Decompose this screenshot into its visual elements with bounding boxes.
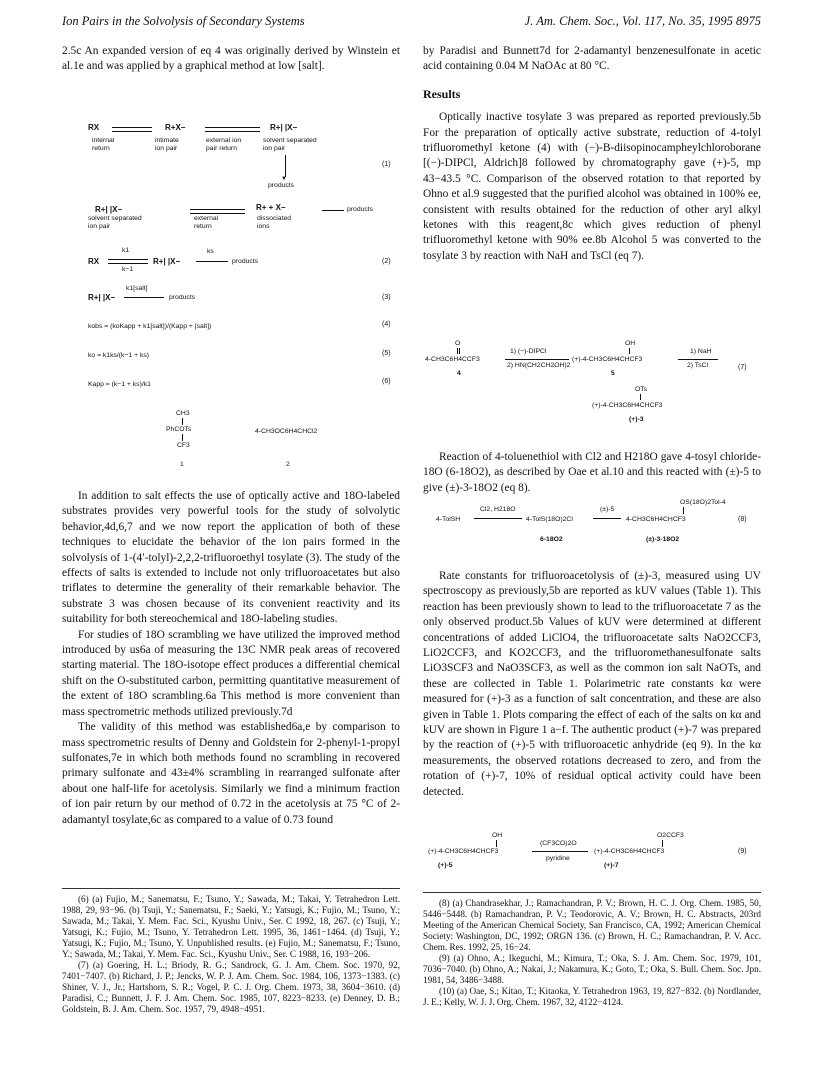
label-ion-pair: ion pair [155,145,178,152]
label-pair-return: pair return [206,145,237,152]
label-solvent-separated: solvent separated [88,215,142,222]
eq9-product: (+)-4-CH3C6H4CHCF3 [594,848,665,855]
eq5-text: ko = k1ks/(k−1 + ks) [88,352,150,359]
right-column-mid [423,450,761,496]
eq9-trifluoroacetate: O2CCF3 [657,832,684,839]
eq7-reagent-2: 2) HN(CH2CH2OH)2 [507,362,571,369]
eq-number-7: (7) [738,364,747,371]
scheme-free-ions: R+ + X− [256,203,286,212]
eq7-oh: OH [625,340,636,347]
compound-2-number: 2 [286,461,290,468]
eq7-o: O [455,340,461,347]
label-external-ion: external ion [206,137,242,144]
eq7-alcohol: (+)-4-CH3C6H4CHCF3 [572,356,643,363]
eq-number-8: (8) [738,516,747,523]
scheme-rx: RX [88,123,100,132]
left-intro-paragraph: 2.5c An expanded version of eq 4 was originally derived by Winstein et al.1e and was applied by a graphical method at low [salt]. [62,45,400,73]
right-paragraph-3: Rate constants for trifluoroacetolysis of (±)-3, measured using UV spectroscopy as previously,5b are reported as kUV values (Table 1). This reaction has been previously shown to lead to the trifluoroacetate 7 as the only observed product.5b Values of kUV were determined at different concentrations of added LiClO4, the trifluoroacetate salts NaO2CCF3, LiO2CCF3, and KO2CCF3, and the trifluoromethanesulfonate salts LiO3SCF3 and NaO3SCF3, as well as the common ion salt NaOTs, and these are collected in Table 1. Polarimetric rate constants kα were measured for (+)-3 as a function of salt concentration, and these are also given in Table 1. Plots comparing the effect of each of the salts on kα and kUV are shown in Figure 1 a−f. The authentic product (+)-7 was prepared by the reaction of (+)-5 with trifluoroacetic anhydride (eq 9). In the kα measurements, the observed rotations decreased to zero, and from the rotation of (+)-7, 10% of residual optical activity could have been detected. [423,570,761,798]
eq2-k1: k1 [122,247,130,254]
compound-5-number: 5 [611,370,615,377]
cmpd1-phcots: PhCOTs [166,426,192,433]
arrow [505,359,569,360]
footnote-9: (9) (a) Ohno, A.; Ikeguchi, M.; Kimura, T.; Oka, S. J. Am. Chem. Soc. 1979, 101, 7036−7040. (b) Ohno, A.; Nakai, J.; Nakamura, K.; Goto, T.; Oka, S. Bull. Chem. Soc. Jpn. 1981, 54, 3486−3488. [423,953,761,985]
label-dissociated: dissociated [257,215,292,222]
arrow [532,851,588,852]
running-head-right: J. Am. Chem. Soc., Vol. 117, No. 35, 1995 8975 [524,14,761,28]
eq-arrow [108,259,148,260]
right-intro-paragraph: by Paradisi and Bunnett7d for 2-adamantyl benzenesulfonate in acetic acid containing 0.04 M NaOAc at 80 °C. [423,45,761,73]
eq8-reagent-2: (±)-5 [600,506,615,513]
left-footnotes [62,894,400,1015]
eq2-ion-pair: R+| |X− [153,257,181,266]
eq-number-5: (5) [382,350,391,357]
eq8-start: 4-TolSH [436,516,461,523]
eq2-ks: ks [207,248,214,255]
left-column [62,44,400,75]
left-paragraph-1: In addition to salt effects the use of optically active and 18O-labeled substrates provides very powerful tools for the study of solvolytic behavior,4d,6,7 and we now report the application of both of these techniques to elucidate the behavior of the ion pairs formed in the solvolysis of 1-(4′-tolyl)-2,2,2-trifluoroethyl tosylate (3). The study of the effects of salts is extended to include not only trifluoroacetates but also triflates to determine the generality of their remarkable behavior. The substrate 3 was chosen because of its convenient reactivity and its suitability for both stereochemical and 18O-labeling studies. [62,490,400,626]
eq-number-6: (6) [382,378,391,385]
eq7-product: (+)-4-CH3C6H4CHCF3 [592,402,663,409]
running-head-left: Ion Pairs in the Solvolysis of Secondary Systems [62,14,305,28]
scheme-intimate-pair: R+X− [165,123,186,132]
eq2-k-1: k−1 [122,266,134,273]
eq2-rx: RX [88,257,100,266]
label-intimate: intimate [155,137,179,144]
eq-number-9: (9) [738,848,747,855]
eq4-text: kobs = (koKapp + k1[salt])/(Kapp + [salt]) [88,323,212,330]
eq8-reagent-1: Cl2, H218O [480,506,516,513]
right-footnotes [423,898,761,1008]
arrow [678,359,718,360]
scheme-products-1: products [268,182,295,189]
eq-arrow [112,127,152,128]
label-ion-pair: ion pair [88,223,111,230]
eq8-label-6: 6-18O2 [540,536,563,543]
compound-1-number: 1 [180,461,184,468]
eq6-text: Kapp = (k−1 + ks)/k1 [88,381,151,388]
eq9-reagent-2: pyridine [546,855,570,862]
arrow [124,297,164,298]
label-ion-pair: ion pair [263,145,286,152]
eq7-reagent-1: 1) (−)-DIPCl [510,348,547,355]
eq8-product: 4-CH3C6H4CHCF3 [626,516,686,523]
eq9-start: (+)-4-CH3C6H4CHCF3 [428,848,499,855]
left-paragraph-3: The validity of this method was established6a,e by comparison to mass spectrometric results of Denny and Goldstein for 2-phenyl-1-propyl sulfonates,7e in which both methods found no scrambling in recovered primary sulfonate and 43±4% scrambling in rearranged sulfonate after about one half-life for acetolysis. Similarly we find a minimum fraction of ion pair return by our method of 0.72 in the acetolysis at 75 °C of 2-adamantyl tosylate,6c as compared to a value of 0.73 found [62,721,400,826]
scheme-separated-pair: R+| |X− [270,123,298,132]
cmpd1-ch3: CH3 [176,410,190,417]
eq3-ion-pair: R+| |X− [88,293,116,302]
eq-arrow [190,213,245,214]
eq-arrow [205,131,260,132]
eq-arrow [205,127,260,128]
arrow [593,518,621,519]
compound-4-number: 4 [457,370,461,377]
section-heading-results: Results [423,86,461,101]
eq2-products: products [232,258,259,265]
compound-2-formula: 4-CH3OC6H4CHCl2 [255,428,318,435]
eq7-ketone: 4-CH3C6H4CCF3 [425,356,480,363]
scheme-separated-pair-2: R+| |X− [95,205,123,214]
eq9-oh: OH [492,832,503,839]
eq-arrow [190,209,245,210]
footnote-7: (7) (a) Goering, H. L.; Briody, R. G.; Sandrock, G. J. Am. Chem. Soc. 1970, 92, 7401−7407. (b) Richard, J. P.; Jencks, W. P. J. Am. Chem. Soc. 1984, 106, 1373−1383. (c) Shiner, V. J., Jr.; Hartshorn, S. R.; Vogel, P. C. J. Org. Chem. 1973, 38, 3604−3610. (d) Paradisi, C.; Bunnett, J. F. J. Am. Chem. Soc. 1985, 107, 8223−8233. (e) Denney, D. B.; Goldstein, B. J. Am. Chem. Soc. 1957, 79, 4948−4951. [62,960,400,1014]
right-paragraph-1: Optically inactive tosylate 3 was prepared as reported previously.5b For the preparation of optically active substrate, reduction of 4-tolyl trifluoromethyl ketone (4) with (−)-B-diisopinocampheylchloroborane [(−)-DIPCl, Aldrich]8 followed by chromatography gave (+)-5, mp 43−43.5 °C. Comparison of the observed rotation to that reported by Ohno et al.9 suggested that the purified alcohol was obtained in 100% ee, consistent with results obtained for the reduction of other aryl alkyl ketones with this reagent,8c which gives reduction of phenyl trifluoromethyl ketone with 90% ee.8b Alcohol 5 was converted to the tosylate 3 by reaction with NaH and TsCl (eq 7). [423,111,761,262]
eq9-reagent-1: (CF3CO)2O [540,840,577,847]
scheme-products-2: products [347,206,374,213]
arrow [196,261,228,262]
eq9-label-5: (+)-5 [438,862,453,869]
right-paragraph-2: Reaction of 4-toluenethiol with Cl2 and H218O gave 4-tosyl chloride-18O (6-18O2), as described by Oae et al.10 and this reacted with (±)-5 to give (±)-3-18O2 (eq 8). [423,451,761,494]
footnote-10: (10) (a) Oae, S.; Kitao, T.; Kitaoka, Y. Tetrahedron 1963, 19, 827−832. (b) Nordlander, J. E.; Kelly, W. J. J. Org. Chem. 1967, 32, 4122−4124. [423,986,761,1007]
footnote-6: (6) (a) Fujio, M.; Sanematsu, F.; Tsuno, Y.; Sawada, M.; Takai, Y. Tetrahedron Lett. 1988, 29, 93−96. (b) Tsuji, Y.; Sanematsu, F.; Saeki, Y.; Yatsugi, K.; Fujio, M.; Tsuno, Y.; Sawada, M.; Takai, Y. Mem. Fac. Sci., Kyushu Univ., Ser. C 1992, 18, 267. (c) Tsuji, Y.; Yatsugi, K.; Fujio, M.; Tsuno, Y. Tetrahedron Lett. 1995, 36, 1461−1464. (d) Tsuji, Y.; Yatsugi, K.; Fujio, M.; Tsuno, Y. Unpublished results. (e) Fujio, M.; Sanematsu, F.; Tsuno, Y.; Sawada, M.; Takai, Y. Mem. Fac. Sci., Kyushu Univ., Ser. C 1988, 16, 193−206. [62,894,400,959]
footnote-8: (8) (a) Chandrasekhar, J.; Ramachandran, P. V.; Brown, H. C. J. Org. Chem. 1985, 50, 5446−5448. (b) Ramachandran, P. V.; Teodorovic, A. V.; Brown, H. C. Abstracts, 203rd Meeting of the American Chemical Society, San Francisco, CA, 1992; American Chemical Society: Washington, DC, 1992; ORGN 136. (c) Brown, H. C.; Ramachandran, P. V. Acc. Chem. Res. 1992, 25, 16−24. [423,898,761,952]
cmpd1-cf3: CF3 [177,442,190,449]
label-return: return [194,223,212,230]
arrow [322,210,344,211]
eq7-reagent-4: 2) TsCl [687,362,709,369]
eq-number-1: (1) [382,161,391,168]
label-ions: ions [257,223,270,230]
right-column [423,44,761,264]
down-arrow [285,155,286,177]
eq-arrow [112,131,152,132]
eq-arrow [108,263,148,264]
label-internal: internal [92,137,115,144]
left-paragraph-2: For studies of 18O scrambling we have utilized the improved method introduced by us6a of measuring the 13C NMR peak areas of recovered starting material. The 18O-isotope effect produces a differential chemical shift on the O-substituted carbon, permitting quantitative measurement of the extent of 18O scrambling.6a This method is more convenient than mass spectrometric methods utilized previously.7d [62,628,400,718]
eq-number-3: (3) [382,294,391,301]
eq7-ots: OTs [635,386,648,393]
label-external: external [194,215,219,222]
eq3-k: k1[salt] [126,285,148,292]
footnote-rule [423,892,761,893]
eq8-label-3: (±)-3-18O2 [646,536,680,543]
eq7-reagent-3: 1) NaH [690,348,712,355]
compound-3-number: (+)-3 [629,416,644,423]
eq8-osulfonyl: OS(18O)2Tol-4 [680,499,726,506]
footnote-rule [62,888,400,889]
eq3-products: products [169,294,196,301]
right-column-lower [423,569,761,800]
label-solvent-separated: solvent separated [263,137,317,144]
label-return: return [92,145,110,152]
eq-number-2: (2) [382,258,391,265]
left-column-body [62,489,400,828]
eq8-sulfonyl-chloride: 4-TolS(18O)2Cl [526,516,573,523]
eq9-label-7: (+)-7 [604,862,619,869]
arrow [474,518,522,519]
eq-number-4: (4) [382,321,391,328]
